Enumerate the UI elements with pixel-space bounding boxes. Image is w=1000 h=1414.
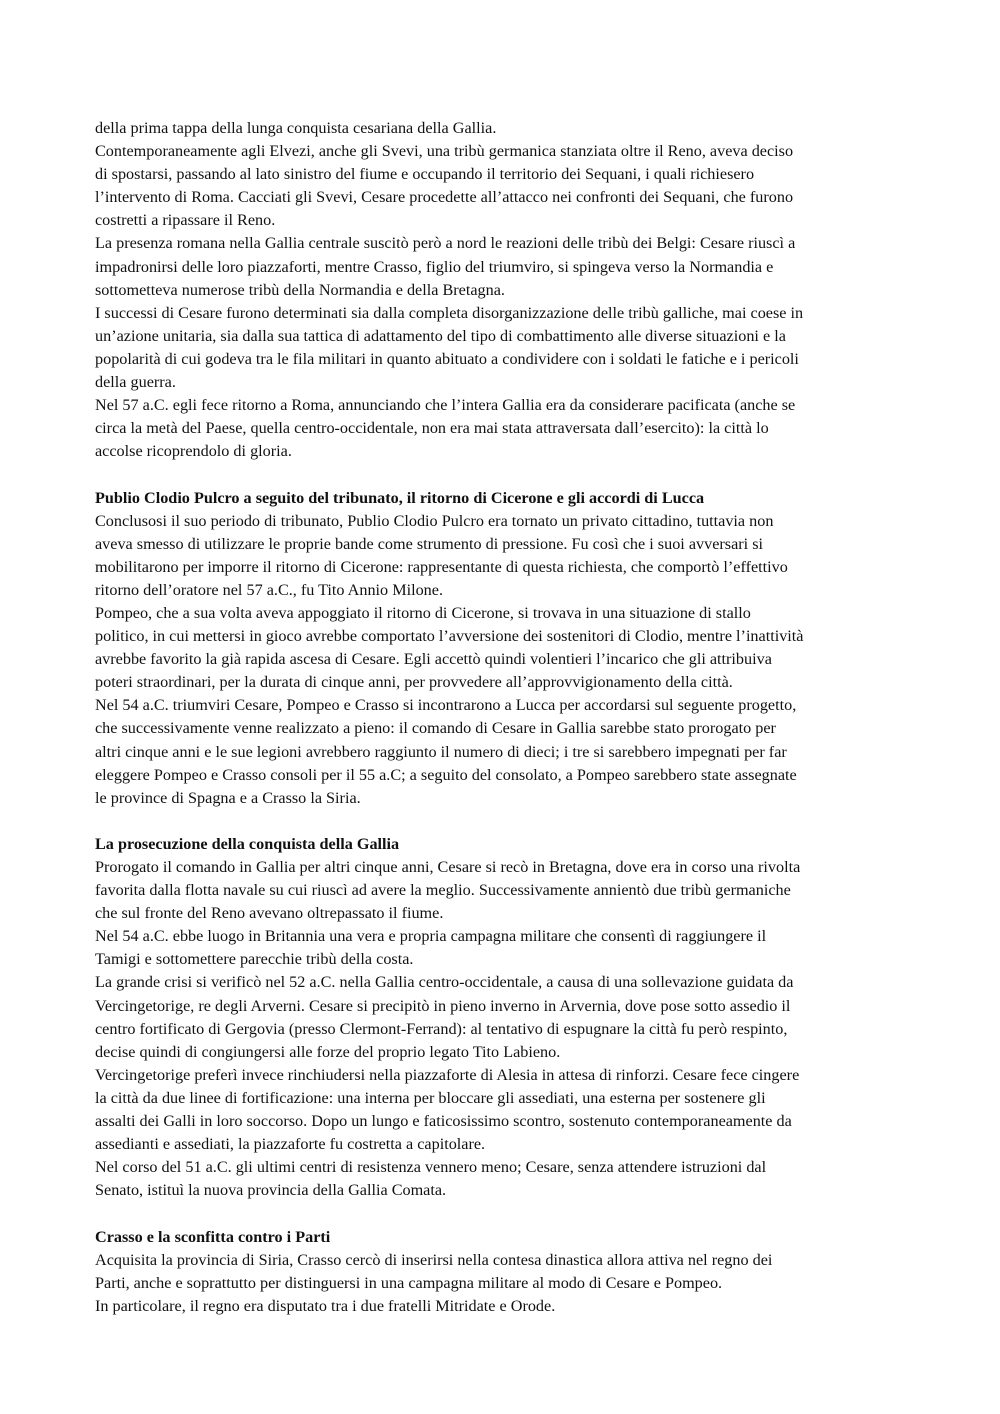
paragraph: I successi di Cesare furono determinati sia dalla completa disorganizzazione delle tribù galliche, mai coese in un’azione unitaria, sia dalla sua tattica di adattamento del tipo di combattimento alle diverse situazioni e la popolarità di cui godeva tra le fila militari in quanto abituato a condividere con i soldati le fatiche e i pericoli della guerra. (95, 303, 804, 392)
section-spacer (95, 810, 915, 833)
paragraph: La presenza romana nella Gallia centrale suscitò però a nord le reazioni delle tribù dei Belgi: Cesare riuscì a impadronirsi delle loro piazzaforti, mentre Crasso, figlio del triumviro, si spingeva verso la Normandia e sottometteva numerose tribù della Normandia e della Bretagna. (95, 234, 796, 299)
paragraph: Nel 57 a.C. egli fece ritorno a Roma, annunciando che l’intera Gallia era da considerare pacificata (anche se circa la metà del Paese, quella centro-occidentale, non era mai stata attraversata dall’esercito): la città lo accolse ricoprendolo di gloria. (95, 396, 796, 461)
paragraph: della prima tappa della lunga conquista cesariana della Gallia. (95, 119, 497, 137)
paragraph: Acquisita la provincia di Siria, Crasso cercò di inserirsi nella contesa dinastica allora attiva nel regno dei Parti, anche e soprattutto per distinguersi in una campagna militare al modo di Cesare e Pompeo. (95, 1250, 773, 1292)
paragraph: Nel 54 a.C. triumviri Cesare, Pompeo e Crasso si incontrarono a Lucca per accordarsi sul seguente progetto, che successivamente venne realizzato a pieno: il comando di Cesare in Gallia sarebbe stato prorogato per altri cinque anni e le sue legioni avrebbero raggiunto il numero di dieci; i tre si sarebbero impegnati per far eleggere Pompeo e Crasso consoli per il 55 a.C; a seguito del consolato, a Pompeo sarebbero state assegnate le province di Spagna e a Crasso la Siria. (95, 696, 797, 807)
paragraph: Contemporaneamente agli Elvezi, anche gli Svevi, una tribù germanica stanziata oltre il Reno, aveva deciso di spostarsi, passando al lato sinistro del fiume e occupando il territorio dei Sequani, i quali richiesero l’intervento di Roma. Cacciati gli Svevi, Cesare procedette all’attacco nei confronti dei Sequani, che furono costretti a ripassare il Reno. (95, 142, 794, 230)
paragraph: Nel 54 a.C. ebbe luogo in Britannia una vera e propria campagna militare che consentì di raggiungere il Tamigi e sottomettere parecchie tribù della costa. (95, 927, 767, 969)
paragraph: Vercingetorige preferì invece rinchiudersi nella piazzaforte di Alesia in attesa di rinforzi. Cesare fece cingere la città da due linee di fortificazione: una interna per bloccare gli assediati, una esterna per sostenere gli assalti dei Galli in loro soccorso. Dopo un lungo e faticosissimo scontro, sostenuto contemporaneamente da assedianti e assediati, la piazzaforte fu costretta a capitolare. (95, 1065, 800, 1154)
paragraph: La grande crisi si verificò nel 52 a.C. nella Gallia centro-occidentale, a causa di una sollevazione guidata da Vercingetorige, re degli Arverni. Cesare si precipitò in pieno inverno in Arvernia, dove pose sotto assedio il centro fortificato di Gergovia (presso Clermont-Ferrand): al tentativo di espugnare la città fu però respinto, decise quindi di congiungersi alle forze del proprio legato Tito Labieno. (95, 973, 794, 1061)
paragraph: In particolare, il regno era disputato tra i due fratelli Mitridate e Orode. (95, 1296, 556, 1315)
paragraph: Nel corso del 51 a.C. gli ultimi centri di resistenza vennero meno; Cesare, senza attendere istruzioni dal Senato, istituì la nuova provincia della Gallia Comata. (95, 1158, 767, 1200)
paragraph: Pompeo, che a sua volta aveva appoggiato il ritorno di Cicerone, si trovava in una situazione di stallo politico, in cui mettersi in gioco avrebbe comportato l’avversione dei sostenitori di Clodio, mentre l’inattività avrebbe favorito la già rapida ascesa di Cesare. Egli accettò quindi volentieri l’incarico che gli attribuiva poteri straordinari, per la durata di cinque anni, per provvedere all’approvvigionamento della città. (95, 603, 804, 692)
section-heading: La prosecuzione della conquista della Gallia (95, 834, 400, 853)
section-spacer (95, 463, 915, 486)
section-heading: Publio Clodio Pulcro a seguito del tribunato, il ritorno di Cicerone e gli accordi di Lucca (95, 488, 705, 507)
section-spacer (95, 1202, 915, 1225)
paragraph: Prorogato il comando in Gallia per altri cinque anni, Cesare si recò in Bretagna, dove era in corso una rivolta favorita dalla flotta navale su cui riuscì ad avere la meglio. Successivamente annientò due tribù germaniche che sul fronte del Reno avevano oltrepassato il fiume. (95, 858, 801, 923)
paragraph: Conclusosi il suo periodo di tribunato, Publio Clodio Pulcro era tornato un privato cittadino, tuttavia non aveva smesso di utilizzare le proprie bande come strumento di pressione. Fu così che i suoi avversari si mobilitarono per imporre il ritorno di Cicerone: rappresentante di questa richiesta, che comportò l’effettivo ritorno dell’oratore nel 57 a.C., fu Tito Annio Milone. (95, 511, 788, 599)
document-page (95, 117, 915, 1318)
section-heading: Crasso e la sconfitta contro i Parti (95, 1227, 331, 1246)
